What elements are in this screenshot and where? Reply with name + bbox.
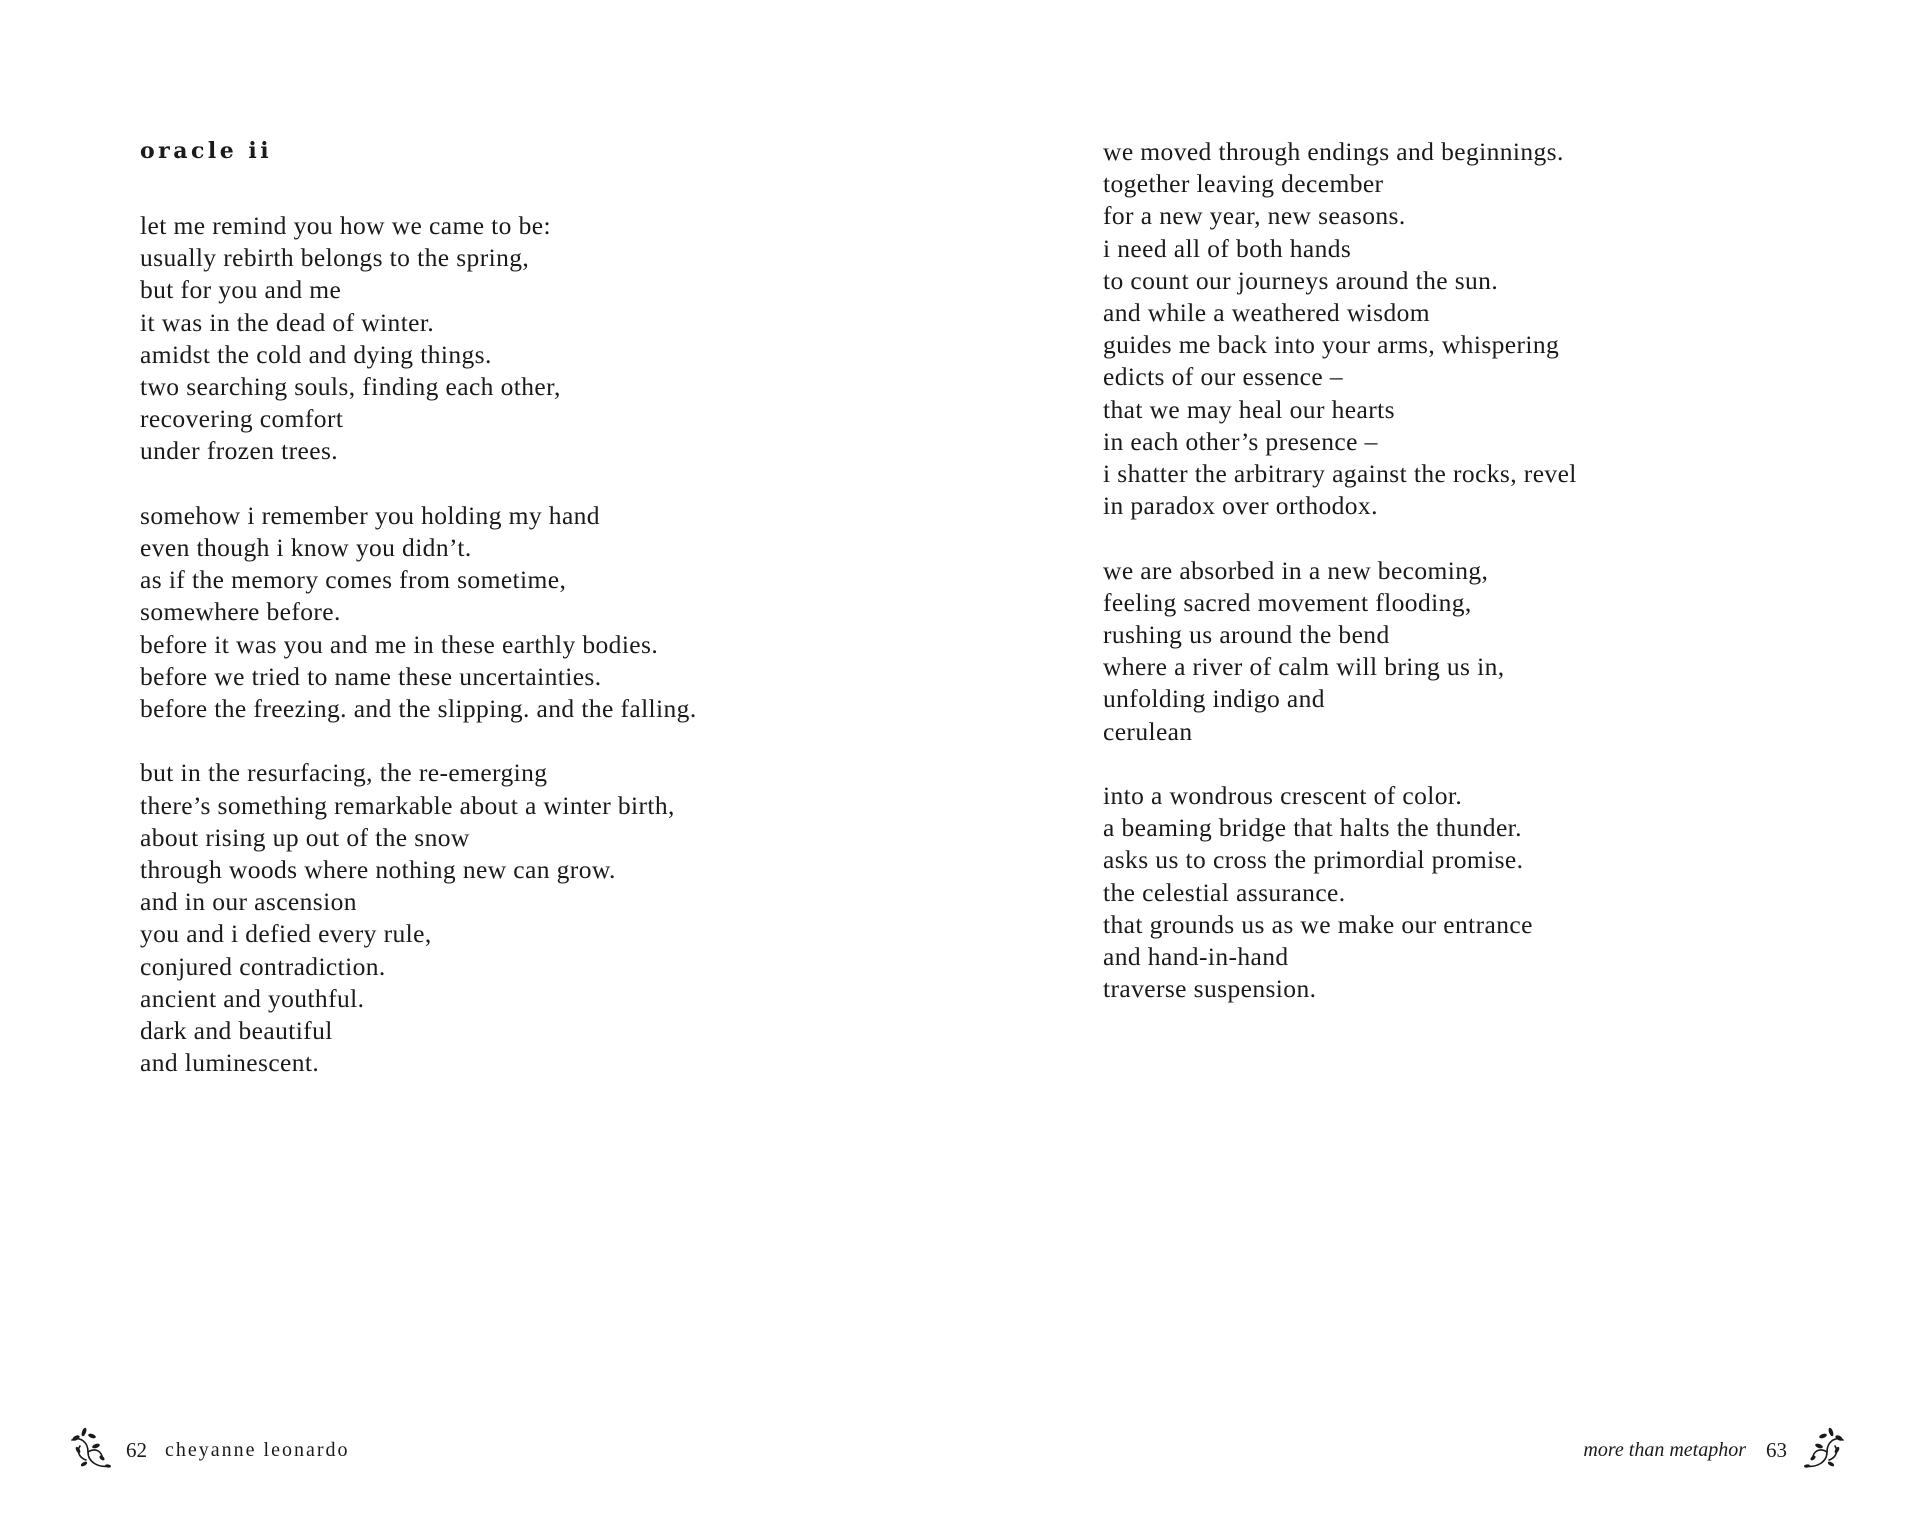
poem-line: and while a weathered wisdom xyxy=(1103,298,1431,328)
poem-line: that grounds us as we make our entrance xyxy=(1103,909,1533,939)
poem-line: cerulean xyxy=(1103,716,1193,746)
poem-line: about rising up out of the snow xyxy=(140,822,470,852)
poem-line: as if the memory comes from sometime, xyxy=(140,565,567,595)
poem-line: let me remind you how we came to be: xyxy=(140,211,551,240)
book-title: more than metaphor xyxy=(1583,1438,1746,1461)
poem-line: into a wondrous crescent of color. xyxy=(1103,781,1463,811)
stanza xyxy=(1103,136,1577,522)
stanza xyxy=(140,210,697,468)
floral-ornament-icon xyxy=(1801,1426,1849,1474)
poem-line: recovering comfort xyxy=(140,404,344,434)
poem-line: edicts of our essence – xyxy=(1103,362,1344,392)
poem-line: somewhere before. xyxy=(140,597,341,627)
poem-line: rushing us around the bend xyxy=(1103,620,1390,650)
poem-left xyxy=(140,210,697,1079)
poem-line: in paradox over orthodox. xyxy=(1103,491,1378,521)
poem-line: two searching souls, finding each other, xyxy=(140,372,561,402)
poem-line: through woods where nothing new can grow. xyxy=(140,855,616,885)
poem-line: you and i defied every rule, xyxy=(140,919,432,949)
right-page xyxy=(953,0,1906,1524)
poem-line: and in our ascension xyxy=(140,887,357,917)
poem-line: and hand-in-hand xyxy=(1103,942,1289,972)
page-number: 63 xyxy=(1766,1437,1787,1462)
poem-right xyxy=(1103,136,1577,1005)
poem-line: dark and beautiful xyxy=(140,1016,333,1046)
poem-line: in each other’s presence – xyxy=(1103,426,1378,456)
poem-line: i shatter the arbitrary against the rocks, revel xyxy=(1103,459,1577,489)
poem-line: even though i know you didn’t. xyxy=(140,533,472,563)
poem-line: before it was you and me in these earthly bodies. xyxy=(140,629,659,659)
page-number: 62 xyxy=(126,1437,147,1462)
footer-left xyxy=(66,1425,349,1475)
poem-line: unfolding indigo and xyxy=(1103,684,1325,714)
stanza xyxy=(1103,780,1577,1005)
stanza xyxy=(1103,555,1577,748)
poem-line: and luminescent. xyxy=(140,1048,320,1078)
poem-line: traverse suspension. xyxy=(1103,974,1317,1004)
poem-line: asks us to cross the primordial promise. xyxy=(1103,845,1524,875)
poem-line: a beaming bridge that halts the thunder. xyxy=(1103,813,1522,843)
footer-right xyxy=(1583,1425,1849,1475)
poem-line: before we tried to name these uncertainties. xyxy=(140,661,602,691)
stanza xyxy=(140,757,697,1079)
poem-line: the celestial assurance. xyxy=(1103,877,1346,907)
poem-line: but for you and me xyxy=(140,275,342,305)
poem-line: we moved through endings and beginnings. xyxy=(1103,137,1564,166)
poem-line: to count our journeys around the sun. xyxy=(1103,265,1499,295)
poem-line: somehow i remember you holding my hand xyxy=(140,500,600,530)
poem-line: where a river of calm will bring us in, xyxy=(1103,652,1505,682)
stanza xyxy=(140,500,697,725)
poem-line: together leaving december xyxy=(1103,169,1384,199)
floral-ornament-icon xyxy=(66,1426,114,1474)
poem-line: there’s something remarkable about a winter birth, xyxy=(140,790,675,820)
poem-line: i need all of both hands xyxy=(1103,233,1352,263)
poem-line: for a new year, new seasons. xyxy=(1103,201,1406,231)
poem-line: but in the resurfacing, the re-emerging xyxy=(140,758,548,788)
poem-line: guides me back into your arms, whispering xyxy=(1103,330,1560,360)
poem-line: under frozen trees. xyxy=(140,436,339,466)
poem-line: amidst the cold and dying things. xyxy=(140,339,492,369)
poem-title: oracle ii xyxy=(140,138,273,164)
poem-line: usually rebirth belongs to the spring, xyxy=(140,243,530,273)
poem-line: ancient and youthful. xyxy=(140,983,365,1013)
poem-line: conjured contradiction. xyxy=(140,951,386,981)
poem-line: it was in the dead of winter. xyxy=(140,307,435,337)
poem-line: feeling sacred movement flooding, xyxy=(1103,587,1472,617)
poem-line: that we may heal our hearts xyxy=(1103,394,1395,424)
poem-line: before the freezing. and the slipping. and the falling. xyxy=(140,694,697,724)
poem-line: we are absorbed in a new becoming, xyxy=(1103,555,1489,585)
author-name: cheyanne leonardo xyxy=(165,1438,350,1461)
